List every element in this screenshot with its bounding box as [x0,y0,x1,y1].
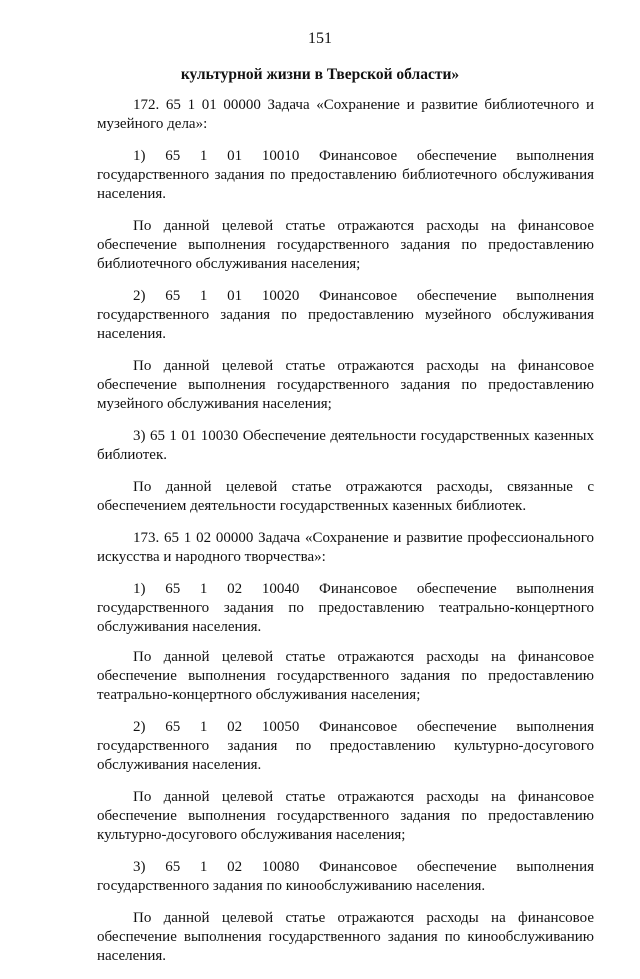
section-heading: культурной жизни в Тверской области» [180,66,460,83]
paragraph-173-item-3: 3) 65 1 02 10080 Финансовое обеспечение выполнения государственного задания по кинообслуживанию населения. [97,859,594,894]
page-number: 151 [308,30,332,47]
paragraph-173-item-2-description: По данной целевой статье отражаются расходы на финансовое обеспечение выполнения государственного задания по предоставлению культурно-досугового обслуживания населения; [97,789,594,843]
document-body [97,96,594,979]
paragraph-173-item-1: 1) 65 1 02 10040 Финансовое обеспечение выполнения государственного задания по предоставлению театрально-концертного обслуживания населения. [97,581,594,635]
paragraph-173-task: 173. 65 1 02 00000 Задача «Сохранение и развитие профессионального искусства и народного творчества»: [97,530,594,565]
paragraph-173-item-3-description: По данной целевой статье отражаются расходы на финансовое обеспечение выполнения государственного задания по кинообслуживанию населения. [97,910,594,964]
paragraph-173-item-1-description: По данной целевой статье отражаются расходы на финансовое обеспечение выполнения государственного задания по предоставлению театрально-концертного обслуживания населения; [97,649,594,703]
paragraph-172-item-2: 2) 65 1 01 10020 Финансовое обеспечение выполнения государственного задания по предоставлению музейного обслуживания населения. [97,288,594,342]
paragraph-172-item-2-description: По данной целевой статье отражаются расходы на финансовое обеспечение выполнения государственного задания по предоставлению музейного обслуживания населения; [97,358,594,412]
paragraph-172-item-1-description: По данной целевой статье отражаются расходы на финансовое обеспечение выполнения государственного задания по предоставлению библиотечного обслуживания населения; [97,218,594,272]
paragraph-172-item-3-description: По данной целевой статье отражаются расходы, связанные с обеспечением деятельности государственных казенных библиотек. [97,479,594,514]
paragraph-172-item-3: 3) 65 1 01 10030 Обеспечение деятельности государственных казенных библиотек. [97,428,594,463]
paragraph-172-item-1: 1) 65 1 01 10010 Финансовое обеспечение выполнения государственного задания по предоставлению библиотечного обслуживания населения. [97,148,594,202]
paragraph-173-item-2: 2) 65 1 02 10050 Финансовое обеспечение выполнения государственного задания по предоставлению культурно-досугового обслуживания населения. [97,719,594,773]
paragraph-172-task: 172. 65 1 01 00000 Задача «Сохранение и развитие библиотечного и музейного дела»: [97,97,594,132]
